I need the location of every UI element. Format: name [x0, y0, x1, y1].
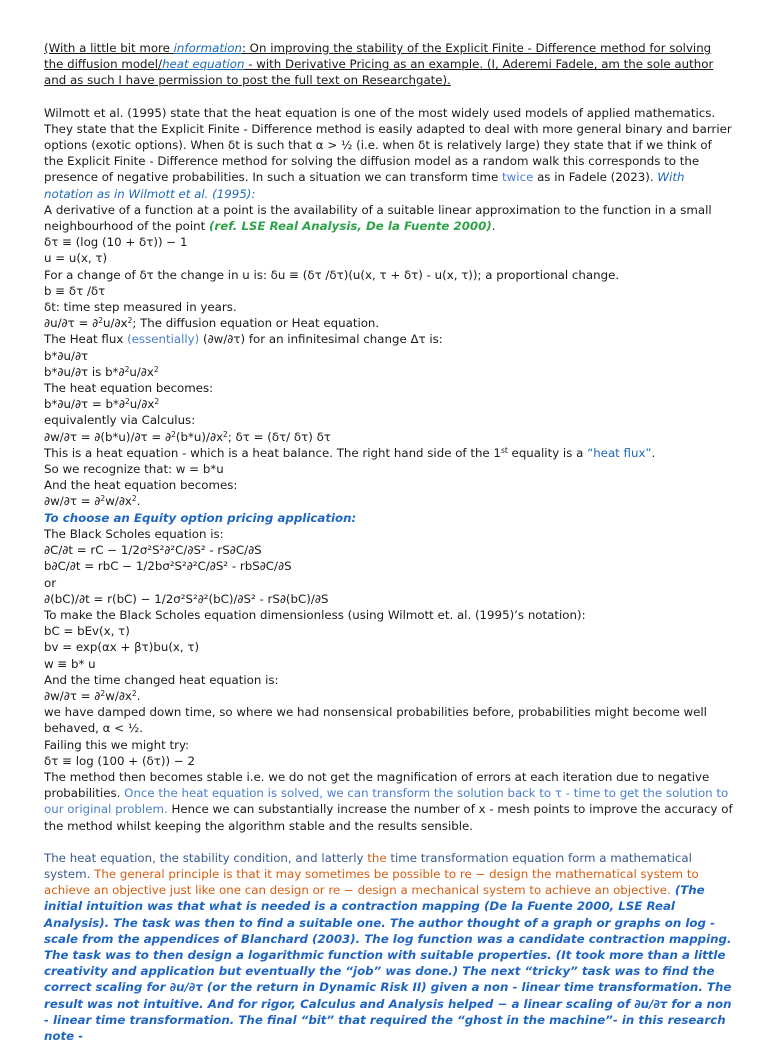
eq-line: ∂(bC)/∂t = r(bC) − 1/2σ²S²∂²(bC)/∂S² - rS∂(bC)/∂S: [44, 591, 329, 606]
eq-line: $\partial w/\partial\tau = \partial^2w/\partial x^2$.: [44, 494, 141, 509]
eq-line: And the time changed heat equation is:: [44, 672, 279, 687]
intro-paragraph: Wilmott et al. (1995) state that the heat equation is one of the most widely used models of applied mathematics. They state that the Explicit Finite - Difference method is easily adapted to deal with more general binary and barrier options (exotic options). When δt is such that α > ½ (i.e. when δt is relatively large) they state that if we think of the Explicit Finite - Difference method for solving the diffusion model as a random walk this corresponds to the presence of negative probabilities. In such a situation we can transform time twice as in Fadele (2023). With notation as in Wilmott et al. (1995):: [44, 105, 732, 201]
eq-line: δt: time step measured in years.: [44, 300, 237, 315]
eq-line: The heat equation becomes:: [44, 381, 214, 396]
eq-line: bv = exp(αx + βτ)bu(x, τ): [44, 640, 200, 655]
eq-line: δτ ≡ (log (10 + δτ)) − 1: [44, 235, 188, 250]
eq-line: $\partial u/\partial\tau = \partial^2u/\partial x^2$; The diffusion equation or Heat equation.: [44, 316, 380, 331]
reference-citation: (ref. LSE Real Analysis, De la Fuente 2000): [209, 219, 492, 234]
derivative-definition: A derivative of a function at a point is the availability of a suitable linear approximation to the function in a small neighbourhood of the point (ref. LSE Real Analysis, De la Fuente 2000).: [44, 202, 712, 234]
header-text-1: (With a little bit more: [44, 41, 174, 55]
header-text-2: : On improving the stability of the Explicit Finite - Difference method for solving the diffusion model/: [44, 41, 712, 72]
eq-line: Failing this we might try:: [44, 737, 190, 752]
eq-line: So we recognize that: w = b*u: [44, 462, 224, 477]
eq-line: And the heat equation becomes:: [44, 478, 238, 493]
eq-line: $b*\partial u/\partial\tau = b*\partial^2u/\partial x^2$: [44, 397, 160, 412]
eq-line: u = u(x, τ): [44, 251, 108, 266]
eq-line: bC = bEv(x, τ): [44, 624, 130, 639]
heat-equation-link[interactable]: heat equation: [162, 57, 245, 72]
eq-line: w ≡ b* u: [44, 656, 96, 671]
eq-line: For a change of δτ the change in u is: δu ≡ (δτ /δτ)(u(x, τ + δτ) - u(x, τ)); a proportional change.: [44, 267, 620, 282]
eq-line: This is a heat equation - which is a heat balance. The right hand side of the 1st equality is a “heat flux”.: [44, 445, 656, 460]
notation-note: With notation as in Wilmott et al. (1995):: [44, 170, 685, 201]
eq-line: The Heat flux (essentially) (∂w/∂τ) for an infinitesimal change Δτ is:: [44, 332, 443, 347]
closing-paragraph: The heat equation, the stability condition, and latterly the time transformation equation form a mathematical system. The general principle is that it may sometimes be possible to re − design the mathematical system to achieve an objective just like one can design or re − design a mechanical system to achieve an objective. (The initial intuition was that what is needed is a contraction mapping (De la Fuente 2000, LSE Real Analysis). The task was then to find a suitable one. The author thought of a graph or graphs on log - scale from the appendices of Blanchard (2003). The log function was a candidate contraction mapping. The task was to then design a logarithmic function with suitable properties. (It took more than a little creativity and application but eventually the “job” was done.) The next “tricky” task was to find the correct scaling for ∂u/∂τ (or the return in Dynamic Risk II) given a non - linear time transformation. The result was not intuitive. And for rigor, Calculus and Analysis helped − a linear scaling of ∂u/∂τ for a non - linear time transformation. The final “bit” that required the “ghost in the machine”- in this research note -: [44, 850, 732, 1043]
eq-line: b ≡ δτ /δτ: [44, 283, 106, 298]
eq-line: ∂C/∂t = rC − 1/2σ²S²∂²C/∂S² - rS∂C/∂S: [44, 543, 262, 558]
twice-highlight: twice: [502, 170, 534, 185]
document-page: [44, 40, 734, 1044]
eq-line: To make the Black Scholes equation dimensionless (using Wilmott et. al. (1995)’s notation):: [44, 607, 586, 622]
eq-line: we have damped down time, so where we had nonsensical probabilities before, probabilities might become well behaved, α < ½.: [44, 705, 707, 736]
eq-line: b*∂u/∂τ is $b*\partial^2u/\partial x^2$: [44, 364, 159, 379]
eq-line: δτ ≡ log (100 + (δτ)) − 2: [44, 753, 195, 768]
transform-back-highlight: Once the heat equation is solved, we can transform the solution back to τ - time to get the solution to our original problem.: [44, 786, 729, 817]
eq-line: or: [44, 575, 57, 590]
header-note: [44, 40, 734, 89]
eq-line: b*∂u/∂τ: [44, 348, 89, 363]
information-link[interactable]: information: [173, 41, 242, 55]
general-principle-highlight: The general principle is that it may sometimes be possible to re − design the mathematical system to achieve an objective just like one can design or re − design a mechanical system to achieve an objective.: [44, 866, 699, 898]
header-text-3: - with Derivative Pricing as an example. (I, Aderemi Fadele, am the sole author and as such I have permission to post the full text on Researchgate).: [44, 57, 714, 88]
spacer: [44, 834, 734, 850]
eq-line: equivalently via Calculus:: [44, 413, 196, 428]
intuition-note: (The initial intuition was that what is needed is a contraction mapping (De la Fuente 2000, LSE Real Analysis). The task was then to find a suitable one. The author thought of a graph or graphs on log - scale from the appendices of Blanchard (2003). The log function was a candidate contraction mapping. The task was to then design a logarithmic function with suitable properties. (It took more than a little creativity and application but eventually the “job” was done.) The next “tricky” task was to find the correct scaling for ∂u/∂τ (or the return in Dynamic Risk II) given a non - linear time transformation. The result was not intuitive. And for rigor, Calculus and Analysis helped − a linear scaling of ∂u/∂τ for a non - linear time transformation. The final “bit” that required the “ghost in the machine”- in this research note -: [44, 883, 732, 1043]
eq-line: $\partial w/\partial\tau = \partial^2w/\partial x^2$.: [44, 688, 141, 703]
stability-paragraph: The method then becomes stable i.e. we do not get the magnification of errors at each iteration due to negative probabilities. Once the heat equation is solved, we can transform the solution back to τ - time to get the solution to our original problem. Hence we can substantially increase the number of x - mesh points to improve the accuracy of the method whilst keeping the algorithm stable and the results sensible.: [44, 769, 733, 833]
eq-line: b∂C/∂t = rbC − 1/2bσ²S²∂²C/∂S² - rbS∂C/∂S: [44, 559, 292, 574]
section-heading: To choose an Equity option pricing application:: [44, 510, 357, 525]
eq-line: The Black Scholes equation is:: [44, 526, 224, 541]
eq-line: $\partial w/\partial\tau = \partial(b*u)/\partial\tau = \partial^2(b*u)/\partial x^2$; δτ = (δτ/ δτ) δτ: [44, 429, 331, 444]
spacer: [44, 89, 734, 105]
